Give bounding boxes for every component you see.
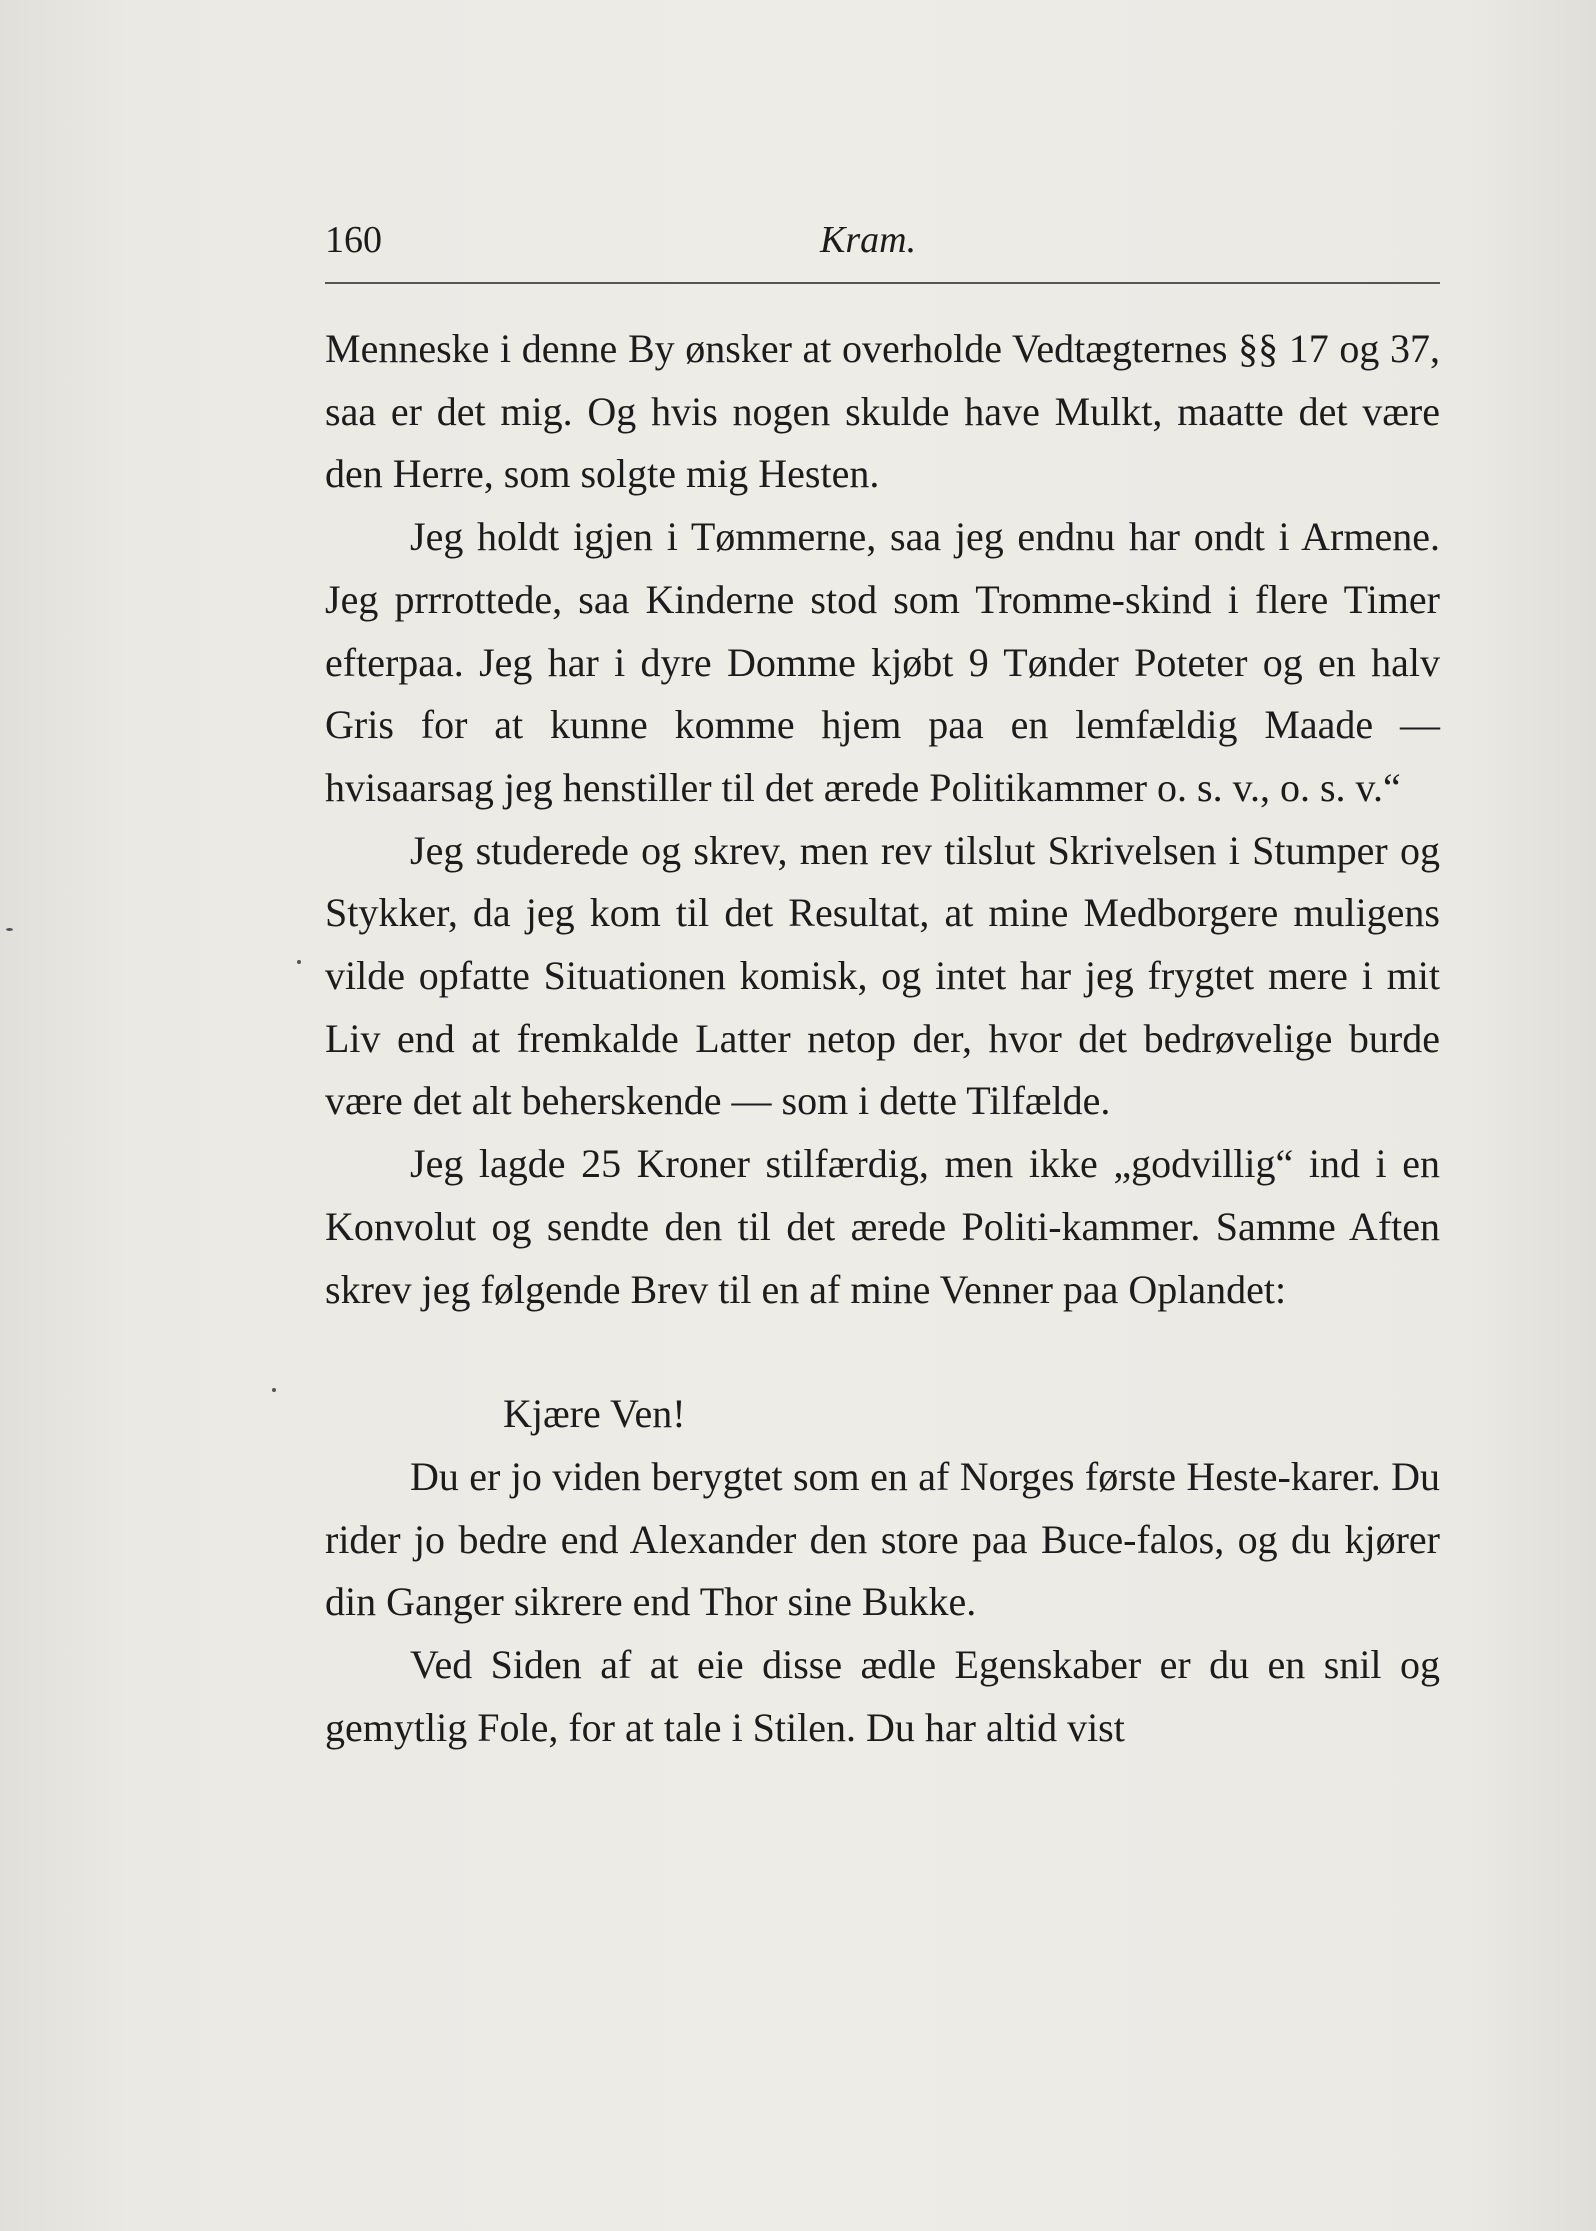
- paragraph: Jeg lagde 25 Kroner stilfærdig, men ikke „godvillig“ ind i en Konvolut og sendte den til det ærede Politi-kammer. Samme Aften skrev jeg følgende Brev til en af mine Venner paa Oplandet:: [325, 1141, 1440, 1312]
- letter-salutation: Kjære Ven!: [503, 1391, 686, 1437]
- page-number: 160: [325, 219, 382, 261]
- page-header: [325, 218, 1440, 268]
- paragraph-continuation: Menneske i denne By ønsker at overholde Vedtægternes §§ 17 og 37, saa er det mig. Og hvis nogen skulde have Mulkt, maatte det være den Herre, som solgte mig Hesten.: [325, 326, 1440, 497]
- letter-paragraph: Du er jo viden berygtet som en af Norges første Heste-karer. Du rider jo bedre end Alexander den store paa Buce-falos, og du kjører din Ganger sikrere end Thor sine Bukke.: [325, 1453, 1440, 1625]
- paper-speck: [297, 960, 301, 964]
- paragraph: Jeg studerede og skrev, men rev tilslut Skrivelsen i Stumper og Stykker, da jeg kom til det Resultat, at mine Medborgere muligens vilde opfatte Situationen komisk, og intet har jeg frygtet mere i mit Liv end at fremkalde Latter netop der, hvor det bedrøvelige burde være det alt beherskende — som i dette Tilfælde.: [325, 827, 1440, 1124]
- running-title: Kram.: [820, 219, 917, 261]
- paper-speck: [272, 1388, 276, 1392]
- header-rule: [325, 282, 1440, 284]
- paragraph: Jeg holdt igjen i Tømmerne, saa jeg endnu har ondt i Armene. Jeg prrrottede, saa Kinderne stod som Tromme-skind i flere Timer efterpaa. Jeg har i dyre Domme kjøbt 9 Tønder Poteter og en halv Gris for at kunne komme hjem paa en lemfældig Maade — hvisaarsag jeg henstiller til det ærede Politikammer o. s. v., o. s. v.“: [325, 514, 1440, 810]
- body-text: [325, 318, 1440, 1759]
- paper-speck: [6, 928, 13, 931]
- letter-paragraph: Ved Siden af at eie disse ædle Egenskaber er du en snil og gemytlig Fole, for at tale i Stilen. Du har altid vist: [325, 1642, 1440, 1750]
